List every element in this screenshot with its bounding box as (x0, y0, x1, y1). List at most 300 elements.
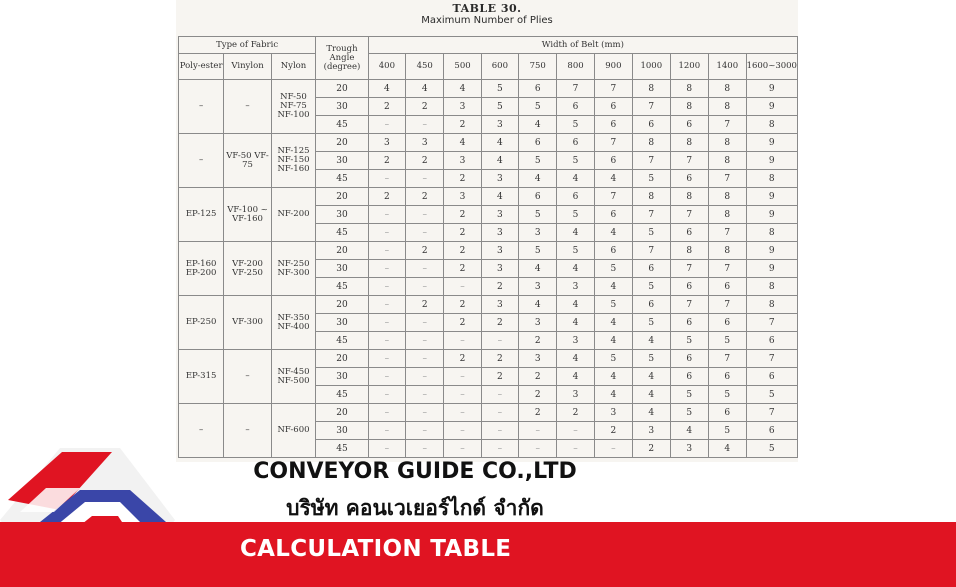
value-cell: – (368, 242, 405, 260)
value-cell: – (406, 404, 444, 422)
value-cell: 8 (746, 224, 797, 242)
value-cell: 4 (557, 170, 594, 188)
group-polyester: EP-250 (179, 296, 224, 350)
value-cell: 8 (633, 80, 671, 98)
value-cell: 8 (746, 278, 797, 296)
angle-cell: 30 (316, 368, 369, 386)
value-cell: – (594, 440, 632, 458)
value-cell: 2 (444, 242, 481, 260)
value-cell: 6 (633, 296, 671, 314)
value-cell: 4 (444, 134, 481, 152)
value-cell: 4 (368, 80, 405, 98)
value-cell: 2 (481, 314, 518, 332)
value-cell: 8 (746, 116, 797, 134)
table-subtitle: Maximum Number of Plies (421, 15, 553, 26)
value-cell: 2 (481, 368, 518, 386)
group-vinylon: – (224, 80, 272, 134)
angle-cell: 20 (316, 350, 369, 368)
group-vinylon: VF-100 ~ VF-160 (224, 188, 272, 242)
angle-cell: 45 (316, 278, 369, 296)
header-row (179, 54, 798, 80)
value-cell: 7 (670, 260, 708, 278)
group-vinylon: VF-50 VF-75 (224, 134, 272, 188)
value-cell: 2 (594, 422, 632, 440)
value-cell: 6 (557, 134, 594, 152)
value-cell: 7 (709, 170, 747, 188)
group-polyester: – (179, 404, 224, 458)
group-nylon: NF-350 NF-400 (271, 296, 315, 350)
value-cell: 7 (633, 152, 671, 170)
value-cell: 3 (406, 134, 444, 152)
header-fabric-1: Vinylon (224, 54, 272, 80)
value-cell: 9 (746, 242, 797, 260)
value-cell: – (481, 332, 518, 350)
value-cell: 5 (519, 98, 557, 116)
value-cell: 3 (444, 152, 481, 170)
value-cell: 6 (594, 152, 632, 170)
table-row (179, 296, 798, 314)
header-width-1400: 1400 (709, 54, 747, 80)
company-name-en: CONVEYOR GUIDE CO.,LTD (253, 459, 577, 484)
value-cell: 6 (519, 134, 557, 152)
plies-table (178, 36, 798, 458)
header-width-1000: 1000 (633, 54, 671, 80)
value-cell: 8 (670, 98, 708, 116)
value-cell: 2 (406, 152, 444, 170)
value-cell: 9 (746, 206, 797, 224)
value-cell: 5 (557, 116, 594, 134)
value-cell: 7 (633, 206, 671, 224)
value-cell: 5 (557, 152, 594, 170)
value-cell: 2 (444, 296, 481, 314)
value-cell: 2 (557, 404, 594, 422)
header-row (179, 37, 798, 54)
value-cell: 4 (633, 368, 671, 386)
group-nylon: NF-200 (271, 188, 315, 242)
header-trough-angle: Trough Angle (degree) (316, 37, 369, 80)
value-cell: 4 (594, 224, 632, 242)
value-cell: 5 (670, 332, 708, 350)
value-cell: 6 (519, 188, 557, 206)
angle-cell: 45 (316, 332, 369, 350)
value-cell: 3 (481, 296, 518, 314)
value-cell: 6 (670, 116, 708, 134)
value-cell: 7 (746, 314, 797, 332)
value-cell: – (406, 332, 444, 350)
value-cell: 3 (633, 422, 671, 440)
value-cell: 5 (557, 242, 594, 260)
value-cell: 5 (670, 404, 708, 422)
value-cell: 4 (557, 224, 594, 242)
value-cell: 6 (709, 368, 747, 386)
value-cell: – (368, 224, 405, 242)
value-cell: 4 (519, 260, 557, 278)
value-cell: – (406, 206, 444, 224)
value-cell: 5 (709, 332, 747, 350)
value-cell: 2 (444, 206, 481, 224)
value-cell: 6 (670, 314, 708, 332)
value-cell: 4 (594, 314, 632, 332)
value-cell: 4 (594, 278, 632, 296)
header-width-900: 900 (594, 54, 632, 80)
value-cell: 9 (746, 188, 797, 206)
angle-cell: 20 (316, 134, 369, 152)
value-cell: 8 (746, 170, 797, 188)
table-row (179, 188, 798, 206)
angle-cell: 20 (316, 80, 369, 98)
value-cell: 3 (368, 134, 405, 152)
value-cell: 6 (670, 170, 708, 188)
value-cell: 4 (519, 170, 557, 188)
value-cell: 3 (481, 116, 518, 134)
header-width-1600~3000: 1600~3000 (746, 54, 797, 80)
value-cell: – (406, 386, 444, 404)
value-cell: 5 (481, 80, 518, 98)
value-cell: 3 (481, 170, 518, 188)
value-cell: 8 (746, 296, 797, 314)
group-polyester: – (179, 80, 224, 134)
value-cell: 6 (633, 260, 671, 278)
value-cell: 6 (557, 98, 594, 116)
value-cell: 7 (746, 350, 797, 368)
value-cell: 3 (444, 98, 481, 116)
value-cell: – (406, 440, 444, 458)
group-nylon: NF-250 NF-300 (271, 242, 315, 296)
value-cell: 7 (557, 80, 594, 98)
value-cell: 8 (709, 152, 747, 170)
value-cell: 9 (746, 80, 797, 98)
value-cell: 6 (594, 116, 632, 134)
value-cell: – (368, 440, 405, 458)
value-cell: 4 (406, 80, 444, 98)
value-cell: 6 (594, 242, 632, 260)
group-nylon: NF-450 NF-500 (271, 350, 315, 404)
angle-cell: 30 (316, 260, 369, 278)
value-cell: 4 (709, 440, 747, 458)
group-nylon: NF-600 (271, 404, 315, 458)
angle-cell: 30 (316, 314, 369, 332)
table-scan (176, 0, 798, 462)
value-cell: 5 (594, 350, 632, 368)
value-cell: 2 (519, 386, 557, 404)
angle-cell: 45 (316, 224, 369, 242)
value-cell: 3 (519, 224, 557, 242)
value-cell: 8 (709, 242, 747, 260)
group-vinylon: VF-300 (224, 296, 272, 350)
header-type-of-fabric: Type of Fabric (179, 37, 316, 54)
value-cell: 5 (633, 170, 671, 188)
value-cell: 3 (519, 314, 557, 332)
value-cell: – (406, 368, 444, 386)
value-cell: 3 (481, 224, 518, 242)
value-cell: – (519, 440, 557, 458)
value-cell: 8 (670, 134, 708, 152)
value-cell: 7 (709, 260, 747, 278)
value-cell: 2 (406, 242, 444, 260)
value-cell: 7 (709, 350, 747, 368)
value-cell: 8 (633, 134, 671, 152)
angle-cell: 20 (316, 404, 369, 422)
value-cell: – (444, 440, 481, 458)
value-cell: 3 (594, 404, 632, 422)
value-cell: 3 (557, 278, 594, 296)
value-cell: 4 (519, 116, 557, 134)
value-cell: – (481, 386, 518, 404)
value-cell: 5 (670, 386, 708, 404)
value-cell: 5 (709, 422, 747, 440)
value-cell: 2 (519, 404, 557, 422)
value-cell: 7 (633, 98, 671, 116)
angle-cell: 30 (316, 422, 369, 440)
value-cell: – (368, 116, 405, 134)
value-cell: 4 (557, 296, 594, 314)
value-cell: – (444, 404, 481, 422)
banner-title: CALCULATION TABLE (240, 536, 512, 562)
value-cell: 4 (594, 332, 632, 350)
group-vinylon: – (224, 350, 272, 404)
company-name-th: บริษัท คอนเวเยอร์ไกด์ จำกัด (286, 496, 544, 520)
value-cell: 8 (709, 98, 747, 116)
value-cell: – (406, 422, 444, 440)
value-cell: 6 (746, 368, 797, 386)
value-cell: – (481, 404, 518, 422)
value-cell: 8 (709, 188, 747, 206)
value-cell: – (406, 350, 444, 368)
value-cell: 3 (519, 350, 557, 368)
table-title: TABLE 30. (452, 2, 522, 15)
value-cell: 7 (594, 188, 632, 206)
value-cell: 2 (444, 116, 481, 134)
value-cell: 5 (481, 98, 518, 116)
value-cell: 2 (444, 350, 481, 368)
value-cell: 3 (481, 260, 518, 278)
value-cell: 2 (406, 296, 444, 314)
value-cell: – (406, 170, 444, 188)
value-cell: 6 (594, 206, 632, 224)
value-cell: 7 (746, 404, 797, 422)
value-cell: – (444, 422, 481, 440)
header-width-500: 500 (444, 54, 481, 80)
value-cell: 2 (368, 98, 405, 116)
angle-cell: 45 (316, 116, 369, 134)
value-cell: – (481, 440, 518, 458)
group-polyester: EP-315 (179, 350, 224, 404)
value-cell: 4 (594, 368, 632, 386)
value-cell: 5 (633, 278, 671, 296)
value-cell: 6 (746, 422, 797, 440)
value-cell: 7 (709, 296, 747, 314)
value-cell: 8 (670, 242, 708, 260)
value-cell: 8 (709, 80, 747, 98)
value-cell: 9 (746, 152, 797, 170)
header-width-of-belt: Width of Belt (mm) (368, 37, 797, 54)
value-cell: 6 (594, 98, 632, 116)
value-cell: 5 (557, 206, 594, 224)
value-cell: 7 (633, 242, 671, 260)
value-cell: 5 (594, 260, 632, 278)
value-cell: – (368, 314, 405, 332)
value-cell: 4 (519, 296, 557, 314)
table-row (179, 350, 798, 368)
value-cell: 3 (444, 188, 481, 206)
value-cell: – (368, 368, 405, 386)
value-cell: 3 (519, 278, 557, 296)
angle-cell: 45 (316, 440, 369, 458)
group-nylon: NF-50 NF-75 NF-100 (271, 80, 315, 134)
value-cell: 5 (633, 314, 671, 332)
value-cell: 8 (670, 188, 708, 206)
value-cell: – (368, 206, 405, 224)
value-cell: – (444, 278, 481, 296)
value-cell: 5 (633, 224, 671, 242)
value-cell: 8 (709, 134, 747, 152)
value-cell: 7 (594, 134, 632, 152)
value-cell: 8 (709, 206, 747, 224)
value-cell: 2 (444, 224, 481, 242)
value-cell: 2 (481, 350, 518, 368)
value-cell: – (368, 386, 405, 404)
angle-cell: 30 (316, 206, 369, 224)
angle-cell: 20 (316, 242, 369, 260)
value-cell: – (406, 314, 444, 332)
angle-cell: 20 (316, 188, 369, 206)
value-cell: – (406, 116, 444, 134)
value-cell: 4 (557, 314, 594, 332)
value-cell: – (444, 386, 481, 404)
value-cell: – (406, 224, 444, 242)
value-cell: – (368, 422, 405, 440)
value-cell: – (444, 332, 481, 350)
value-cell: 4 (670, 422, 708, 440)
value-cell: 4 (594, 386, 632, 404)
header-width-400: 400 (368, 54, 405, 80)
value-cell: 4 (557, 368, 594, 386)
value-cell: 2 (444, 260, 481, 278)
value-cell: 3 (670, 440, 708, 458)
value-cell: 2 (368, 188, 405, 206)
value-cell: – (444, 368, 481, 386)
value-cell: 7 (709, 224, 747, 242)
value-cell: 5 (746, 440, 797, 458)
value-cell: – (368, 332, 405, 350)
value-cell: – (368, 278, 405, 296)
value-cell: 5 (519, 242, 557, 260)
angle-cell: 30 (316, 98, 369, 116)
table-row (179, 80, 798, 98)
value-cell: – (557, 422, 594, 440)
group-vinylon: – (224, 404, 272, 458)
header-width-1200: 1200 (670, 54, 708, 80)
value-cell: 6 (670, 368, 708, 386)
group-nylon: NF-125 NF-150 NF-160 (271, 134, 315, 188)
value-cell: 2 (519, 368, 557, 386)
value-cell: 6 (709, 314, 747, 332)
group-polyester: – (179, 134, 224, 188)
value-cell: 5 (594, 296, 632, 314)
value-cell: 8 (633, 188, 671, 206)
value-cell: 4 (633, 332, 671, 350)
value-cell: – (519, 422, 557, 440)
header-fabric-2: Nylon (271, 54, 315, 80)
header-width-800: 800 (557, 54, 594, 80)
value-cell: 7 (670, 296, 708, 314)
value-cell: 3 (557, 386, 594, 404)
value-cell: 2 (481, 278, 518, 296)
value-cell: 4 (481, 134, 518, 152)
value-cell: 6 (670, 350, 708, 368)
value-cell: 7 (709, 116, 747, 134)
value-cell: 6 (557, 188, 594, 206)
group-polyester: EP-160 EP-200 (179, 242, 224, 296)
value-cell: 4 (557, 350, 594, 368)
group-polyester: EP-125 (179, 188, 224, 242)
value-cell: 5 (746, 386, 797, 404)
value-cell: 4 (444, 80, 481, 98)
table-row (179, 242, 798, 260)
value-cell: 7 (594, 80, 632, 98)
angle-cell: 45 (316, 386, 369, 404)
value-cell: 2 (368, 152, 405, 170)
value-cell: 6 (746, 332, 797, 350)
header-width-600: 600 (481, 54, 518, 80)
value-cell: 2 (444, 314, 481, 332)
table-row (179, 134, 798, 152)
value-cell: 4 (594, 170, 632, 188)
header-width-750: 750 (519, 54, 557, 80)
value-cell: 6 (670, 278, 708, 296)
header-fabric-0: Poly-ester (179, 54, 224, 80)
value-cell: – (368, 170, 405, 188)
value-cell: 9 (746, 98, 797, 116)
value-cell: 7 (670, 206, 708, 224)
value-cell: – (368, 296, 405, 314)
table-row (179, 404, 798, 422)
value-cell: 4 (557, 260, 594, 278)
value-cell: 5 (519, 206, 557, 224)
value-cell: 5 (709, 386, 747, 404)
value-cell: – (368, 404, 405, 422)
value-cell: 7 (670, 152, 708, 170)
value-cell: 4 (481, 188, 518, 206)
value-cell: 6 (633, 116, 671, 134)
value-cell: 2 (406, 98, 444, 116)
value-cell: 9 (746, 134, 797, 152)
value-cell: 6 (709, 278, 747, 296)
value-cell: – (557, 440, 594, 458)
value-cell: 9 (746, 260, 797, 278)
value-cell: – (368, 350, 405, 368)
value-cell: 2 (444, 170, 481, 188)
angle-cell: 30 (316, 152, 369, 170)
angle-cell: 20 (316, 296, 369, 314)
value-cell: 2 (406, 188, 444, 206)
value-cell: 2 (633, 440, 671, 458)
value-cell: 6 (519, 80, 557, 98)
header-width-450: 450 (406, 54, 444, 80)
value-cell: – (406, 278, 444, 296)
value-cell: 5 (519, 152, 557, 170)
value-cell: 6 (670, 224, 708, 242)
value-cell: 8 (670, 80, 708, 98)
value-cell: 2 (519, 332, 557, 350)
angle-cell: 45 (316, 170, 369, 188)
value-cell: 5 (633, 350, 671, 368)
value-cell: 3 (481, 242, 518, 260)
value-cell: 3 (557, 332, 594, 350)
value-cell: 3 (481, 206, 518, 224)
value-cell: 4 (633, 404, 671, 422)
value-cell: 6 (709, 404, 747, 422)
